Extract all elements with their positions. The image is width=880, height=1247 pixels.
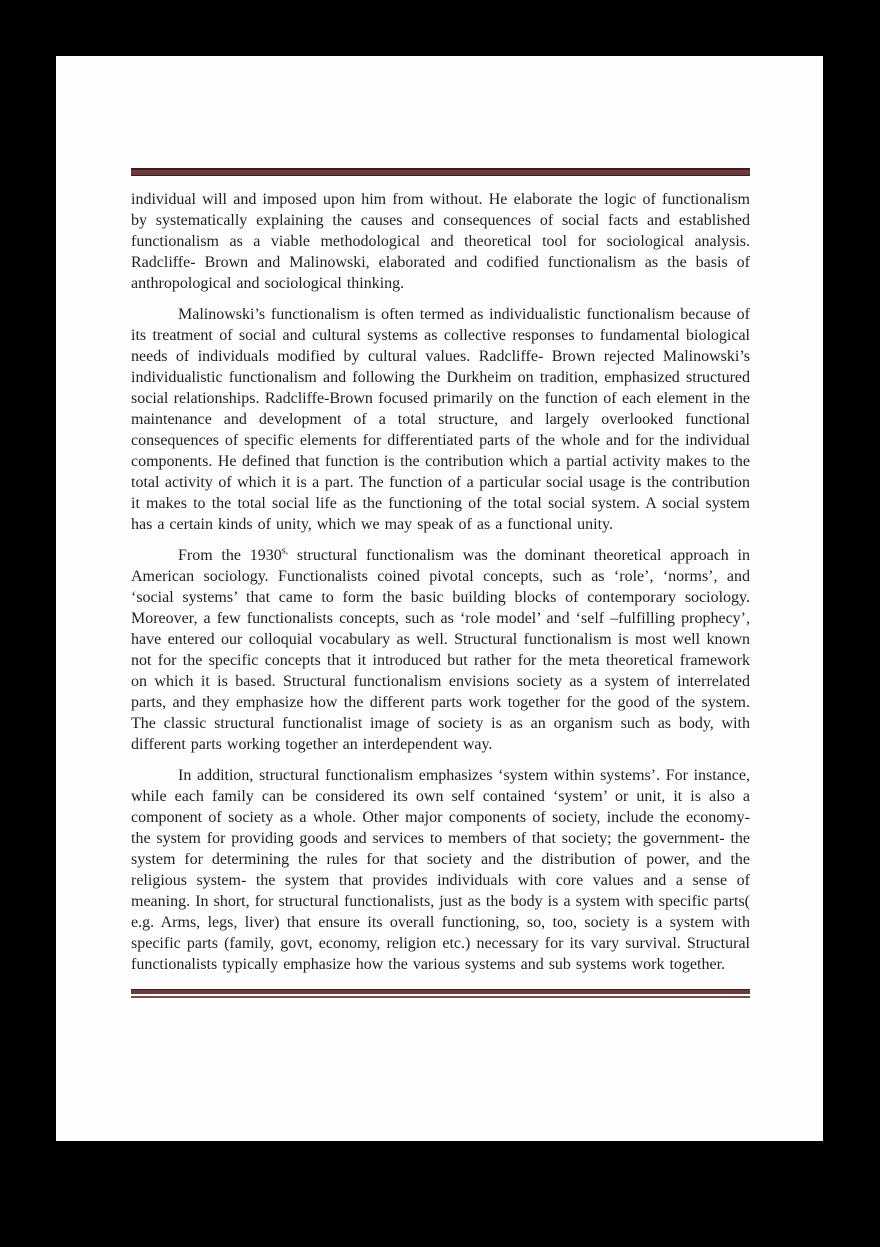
- paragraph-text-rest: structural functionalism was the dominant theoretical approach in American sociology. Functionalists coined pivotal concepts, such as ‘role’, ‘norms’, and ‘social systems’ that came to form the basic building blocks of contemporary sociology. Moreover, a few functionalists concepts, such as ‘role model’ and ‘self –fulfilling prophecy’, have entered our colloquial vocabulary as well. Structural functionalism is most well known not for the specific concepts that it introduced but rather for the meta theoretical framework on which it is based. Structural functionalism envisions society as a system of interrelated parts, and they emphasize how the different parts work together for the good of the system. The classic structural functionalist image of society is as an organism such as body, with different parts working together an interdependent way.: [131, 547, 750, 753]
- paragraph-text-prefix: From the 1930: [178, 547, 282, 564]
- paragraph-malinowski-functionalism: Malinowski’s functionalism is often termed as individualistic functionalism because of its treatment of social and cultural systems as collective responses to fundamental biological needs of individuals modified by cultural values. Radcliffe- Brown rejected Malinowski’s individualistic functionalism and following the Durkheim on tradition, emphasized structured social relationships. Radcliffe-Brown focused primarily on the function of each element in the maintenance and development of a total structure, and largely overlooked functional consequences of specific elements for differentiated parts of the whole and for the individual components. He defined that function is the contribution which a partial activity makes to the total activity of which it is a part. The function of a particular social usage is the contribution it makes to the total social life as the functioning of the total social system. A social system has a certain kinds of unity, which we may speak of as a functional unity.: [131, 306, 750, 533]
- body-text: [131, 189, 750, 975]
- bottom-rule-thin-line: [131, 996, 750, 998]
- bottom-border-rule: [131, 989, 750, 998]
- paragraph-system-within-systems: In addition, structural functionalism emphasizes ‘system within systems’. For instance, while each family can be considered its own self contained ‘system’ or unit, it is also a component of society as a whole. Other major components of society, include the economy- the system for providing goods and services to members of that society; the government- the system for determining the rules for that society and the distribution of power, and the religious system- the system that provides individuals with core values and a sense of meaning. In short, for structural functionalists, just as the body is a system with specific parts( e.g. Arms, legs, liver) that ensure its overall functioning, so, too, society is a system with specific parts (family, govt, economy, religion etc.) necessary for its vary survival. Structural functionalists typically emphasize how the various systems and sub systems work together.: [131, 767, 750, 973]
- paragraph-continuation: individual will and imposed upon him from without. He elaborate the logic of functionalism by systematically explaining the causes and consequences of social facts and established functionalism as a viable methodological and theoretical tool for sociological analysis. Radcliffe- Brown and Malinowski, elaborated and codified functionalism as the basis of anthropological and sociological thinking.: [131, 191, 750, 292]
- superscript-s: s,: [281, 545, 289, 557]
- document-page: [56, 56, 823, 1141]
- page-content: [56, 56, 823, 998]
- paragraph-structural-functionalism: [131, 545, 750, 755]
- top-border-rule: [131, 168, 750, 176]
